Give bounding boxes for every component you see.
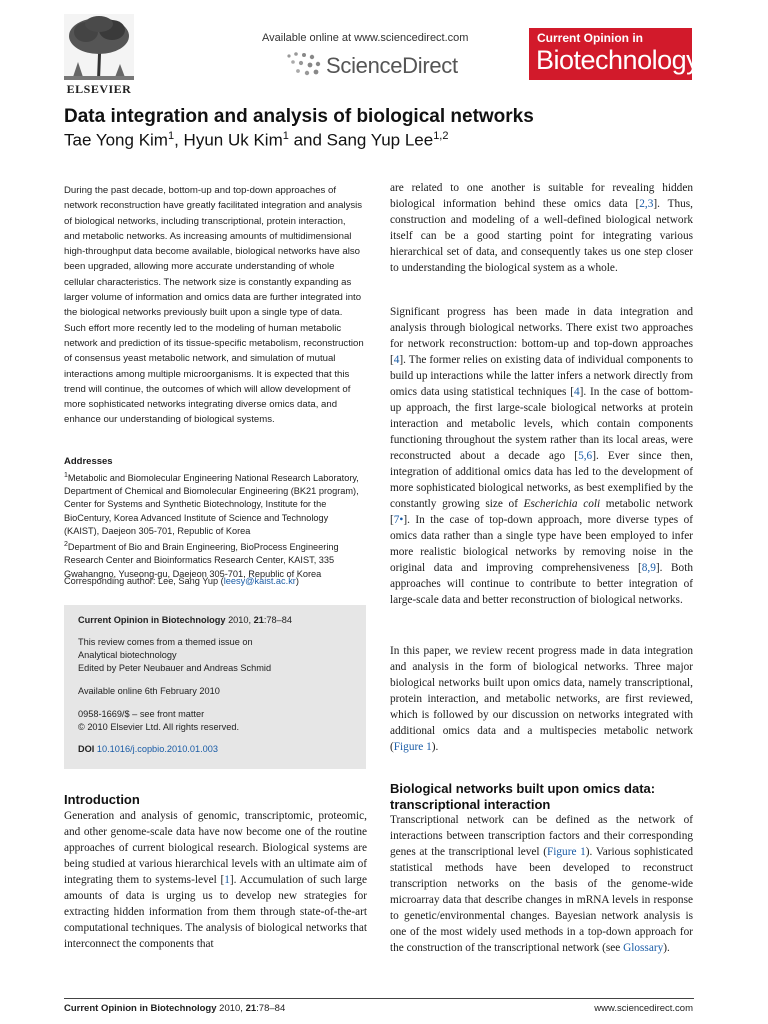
text-run: ). <box>663 942 670 954</box>
figure-link[interactable]: Figure 1 <box>546 846 586 858</box>
journal-banner-line1: Current Opinion in <box>537 31 643 45</box>
available-online-text: Available online at www.sciencedirect.com <box>262 32 469 44</box>
text-run: ]. Both approaches will continue to contribute to better integration of large-scale data and better reconstruction of biological networks. <box>390 562 693 606</box>
email-link[interactable]: leesy@kaist.ac.kr <box>223 576 296 586</box>
introduction-heading: Introduction <box>64 792 140 807</box>
author-affiliation: 1 <box>282 130 289 142</box>
doi-line <box>78 744 218 754</box>
text-run: ]. Accumulation of such large amounts of data is urging us to develop new strategies for extracting hidden information from them through state-of-the-art computational techniques. The analysis of biological networks that interconnect the components that <box>64 874 367 950</box>
footer-journal: Current Opinion in Biotechnology <box>64 1003 217 1014</box>
text-run: ]. Thus, construction and modeling of a well-defined biological network itself can be a good starting point for integrating various hierarchical set of data, and consequently takes us one step closer to understanding the biological system as a whole. <box>390 198 694 274</box>
author-list <box>64 130 448 151</box>
issn: 0958-1669/$ – see front matter <box>78 709 205 719</box>
available-date: Available online 6th February 2010 <box>78 686 220 696</box>
text-run: Generation and analysis of genomic, transcriptomic, proteomic, and other genome-scale data have now become one of the routine approaches of current biological research. Biological systems are being studied at various hierarchical levels with an ultimate aim of integrating them to systems-level [ <box>64 810 367 886</box>
author-separator: , <box>174 130 184 150</box>
reference-link[interactable]: 1 <box>224 874 230 886</box>
footer-volume: 21 <box>245 1003 257 1014</box>
doi-link[interactable]: 10.1016/j.copbio.2010.01.003 <box>96 744 218 754</box>
text-run: ]. The former relies on existing data of individual components to build up interactions while the latter infers a network directly from omics data using statistical techniques [ <box>390 354 693 398</box>
address-text: Department of Bio and Brain Engineering, BioProcess Engineering Research Center and Bioinformatics Research Center, KAIST, 335 Gwahangno, Yuseong-gu, Daejeon 305-701, Republic of Korea <box>64 542 339 579</box>
glossary-link[interactable]: Glossary <box>623 942 664 954</box>
footer-citation <box>64 1003 285 1014</box>
author-affiliation: 1 <box>167 130 175 142</box>
citation-line <box>78 615 292 625</box>
theme-line2: Analytical biotechnology <box>78 650 177 660</box>
introduction-text <box>64 808 367 952</box>
footer-pages: :78–84 <box>256 1003 286 1014</box>
reference-link[interactable]: 2,3 <box>639 198 654 210</box>
citation-volume: 21 <box>253 615 264 625</box>
corresponding-label: Corresponding author: Lee, Sang Yup ( <box>64 576 224 586</box>
author-separator: and <box>288 130 327 150</box>
sciencedirect-wordmark: ScienceDirect <box>326 53 458 78</box>
article-title: Data integration and analysis of biological networks <box>64 106 534 127</box>
theme-line1: This review comes from a themed issue on <box>78 637 253 647</box>
publisher-name: ELSEVIER <box>66 82 132 96</box>
text-run: ). <box>431 741 439 753</box>
text-run: ]. In the case of bottom-up approach, the first large-scale biological networks at protein interaction and metabolic levels, which contain components functioning throughout the system rather than its local areas, were reconstructed about a decade ago [ <box>390 386 693 462</box>
reference-link[interactable]: 8,9 <box>641 562 656 574</box>
address-number: 1 <box>64 472 68 479</box>
addresses <box>64 469 364 581</box>
corresponding-author <box>64 576 364 586</box>
figure-link[interactable]: Figure 1 <box>393 741 432 753</box>
copyright: © 2010 Elsevier Ltd. All rights reserved. <box>78 722 239 732</box>
abstract: During the past decade, bottom-up and top-down approaches of network reconstruction have greatly facilitated integration and analysis of biological networks, including transcriptional, protein interaction, and metabolic networks. As increasing amounts of multidimensional high-throughput data become available, biological networks have also been upgraded, allowing more accurate understanding of whole cellular characteristics. The network size is constantly expanding as larger volume of information and omics data are further integrated into the biological networks previously built upon a single type of data. Such effort more recently led to the modeling of human metabolic network and prediction of its tissue-specific metabolism, reconstruction of consensus yeast metabolic network, and simulation of mutual interactions among multiple microorganisms. It is expected that this trend will continue, the outcomes of which will allow development of more sophisticated networks integrating diverse omics data, and enhance our understanding of biological systems. <box>64 185 364 426</box>
addresses-heading: Addresses <box>64 456 113 467</box>
sciencedirect-dots-icon <box>283 50 323 78</box>
doi-label: DOI <box>78 744 97 754</box>
text-run: ]. In the case of top-down approach, more diverse types of omics data rather than a single type have been employed to infer more realistic biological networks by removing noise in the original data and improving comprehensiveness [ <box>390 514 693 574</box>
theme-editors: Edited by Peter Neubauer and Andreas Schmid <box>78 663 272 673</box>
text-run: Transcriptional network can be defined as the network of interactions between transcription factors and their corresponding genes at the transcriptional level ( <box>390 814 693 858</box>
citation-journal: Current Opinion in Biotechnology <box>78 615 226 625</box>
text-run: In this paper, we review recent progress made in data integration and analysis in the form of biological networks. Three major biological networks built upon omics data, namely transcriptional, protein interaction, and metabolic networks, are first reviewed, which is followed by our discussion on networks integrated with additional omics data and a multispecies metabolic network ( <box>390 645 693 753</box>
citation-year: 2010, <box>225 615 254 625</box>
address-1 <box>64 469 364 538</box>
species-name: Escherichia coli <box>523 498 601 510</box>
address-text: Metabolic and Biomolecular Engineering National Research Laboratory, Department of Chemical and Biomolecular Engineering (BK21 program), Center for Systems and Synthetic Biotechnology, Institute for the BioCentury, Korea Advanced Institute of Science and Technology (KAIST), Daejeon 305-701, Republic of Korea <box>64 473 359 536</box>
section-heading: Biological networks built upon omics data: transcriptional interaction <box>390 781 656 812</box>
text-run: Significant progress has been made in data integration and analysis through biological networks. There exist two approaches for network reconstruction: bottom-up and top-down approaches [ <box>390 306 693 366</box>
corresponding-close: ) <box>295 576 299 586</box>
reference-link[interactable]: 4 <box>393 354 400 366</box>
text-run: are related to one another is suitable for revealing hidden biological information behind these omics data [ <box>390 182 693 210</box>
address-number: 2 <box>64 541 68 549</box>
author-name: Hyun Uk Kim <box>183 130 283 150</box>
paragraph-3 <box>390 643 693 755</box>
text-run: ]. Ever since then, integration of additional omics data has led to the development of more sophisticated biological networks, as best exemplified by the constantly growing size of <box>390 450 693 510</box>
citation-pages: :78–84 <box>263 615 292 625</box>
paragraph-1 <box>390 180 693 276</box>
reference-link[interactable]: 4 <box>573 386 580 398</box>
footer-divider <box>64 998 694 999</box>
journal-banner-line2: Biotechnology <box>536 45 700 75</box>
address-2 <box>64 538 364 581</box>
text-run: ). Various sophisticated statistical methods have been developed to reconstruct transcription networks on the basis of the genome-wide microarray data that describe changes in mRNA levels in response to genetic/environmental changes. Bayesian network analysis is one of the most widely used methods in a top-down approach for the construction of the transcriptional network (see <box>390 846 694 954</box>
author-name: Sang Yup Lee <box>326 130 434 150</box>
author-affiliation: 1,2 <box>433 130 449 142</box>
paragraph-4 <box>390 812 693 956</box>
reference-link[interactable]: 7• <box>393 514 404 526</box>
paragraph-2 <box>390 304 693 608</box>
author-name: Tae Yong Kim <box>64 130 168 150</box>
footer-year: 2010, <box>216 1003 246 1014</box>
text-run: metabolic network [ <box>390 498 693 526</box>
journal-banner <box>529 28 700 80</box>
reference-link[interactable]: 5,6 <box>578 450 593 462</box>
footer-website-link[interactable]: www.sciencedirect.com <box>594 1003 693 1014</box>
themed-issue-box <box>64 605 366 769</box>
